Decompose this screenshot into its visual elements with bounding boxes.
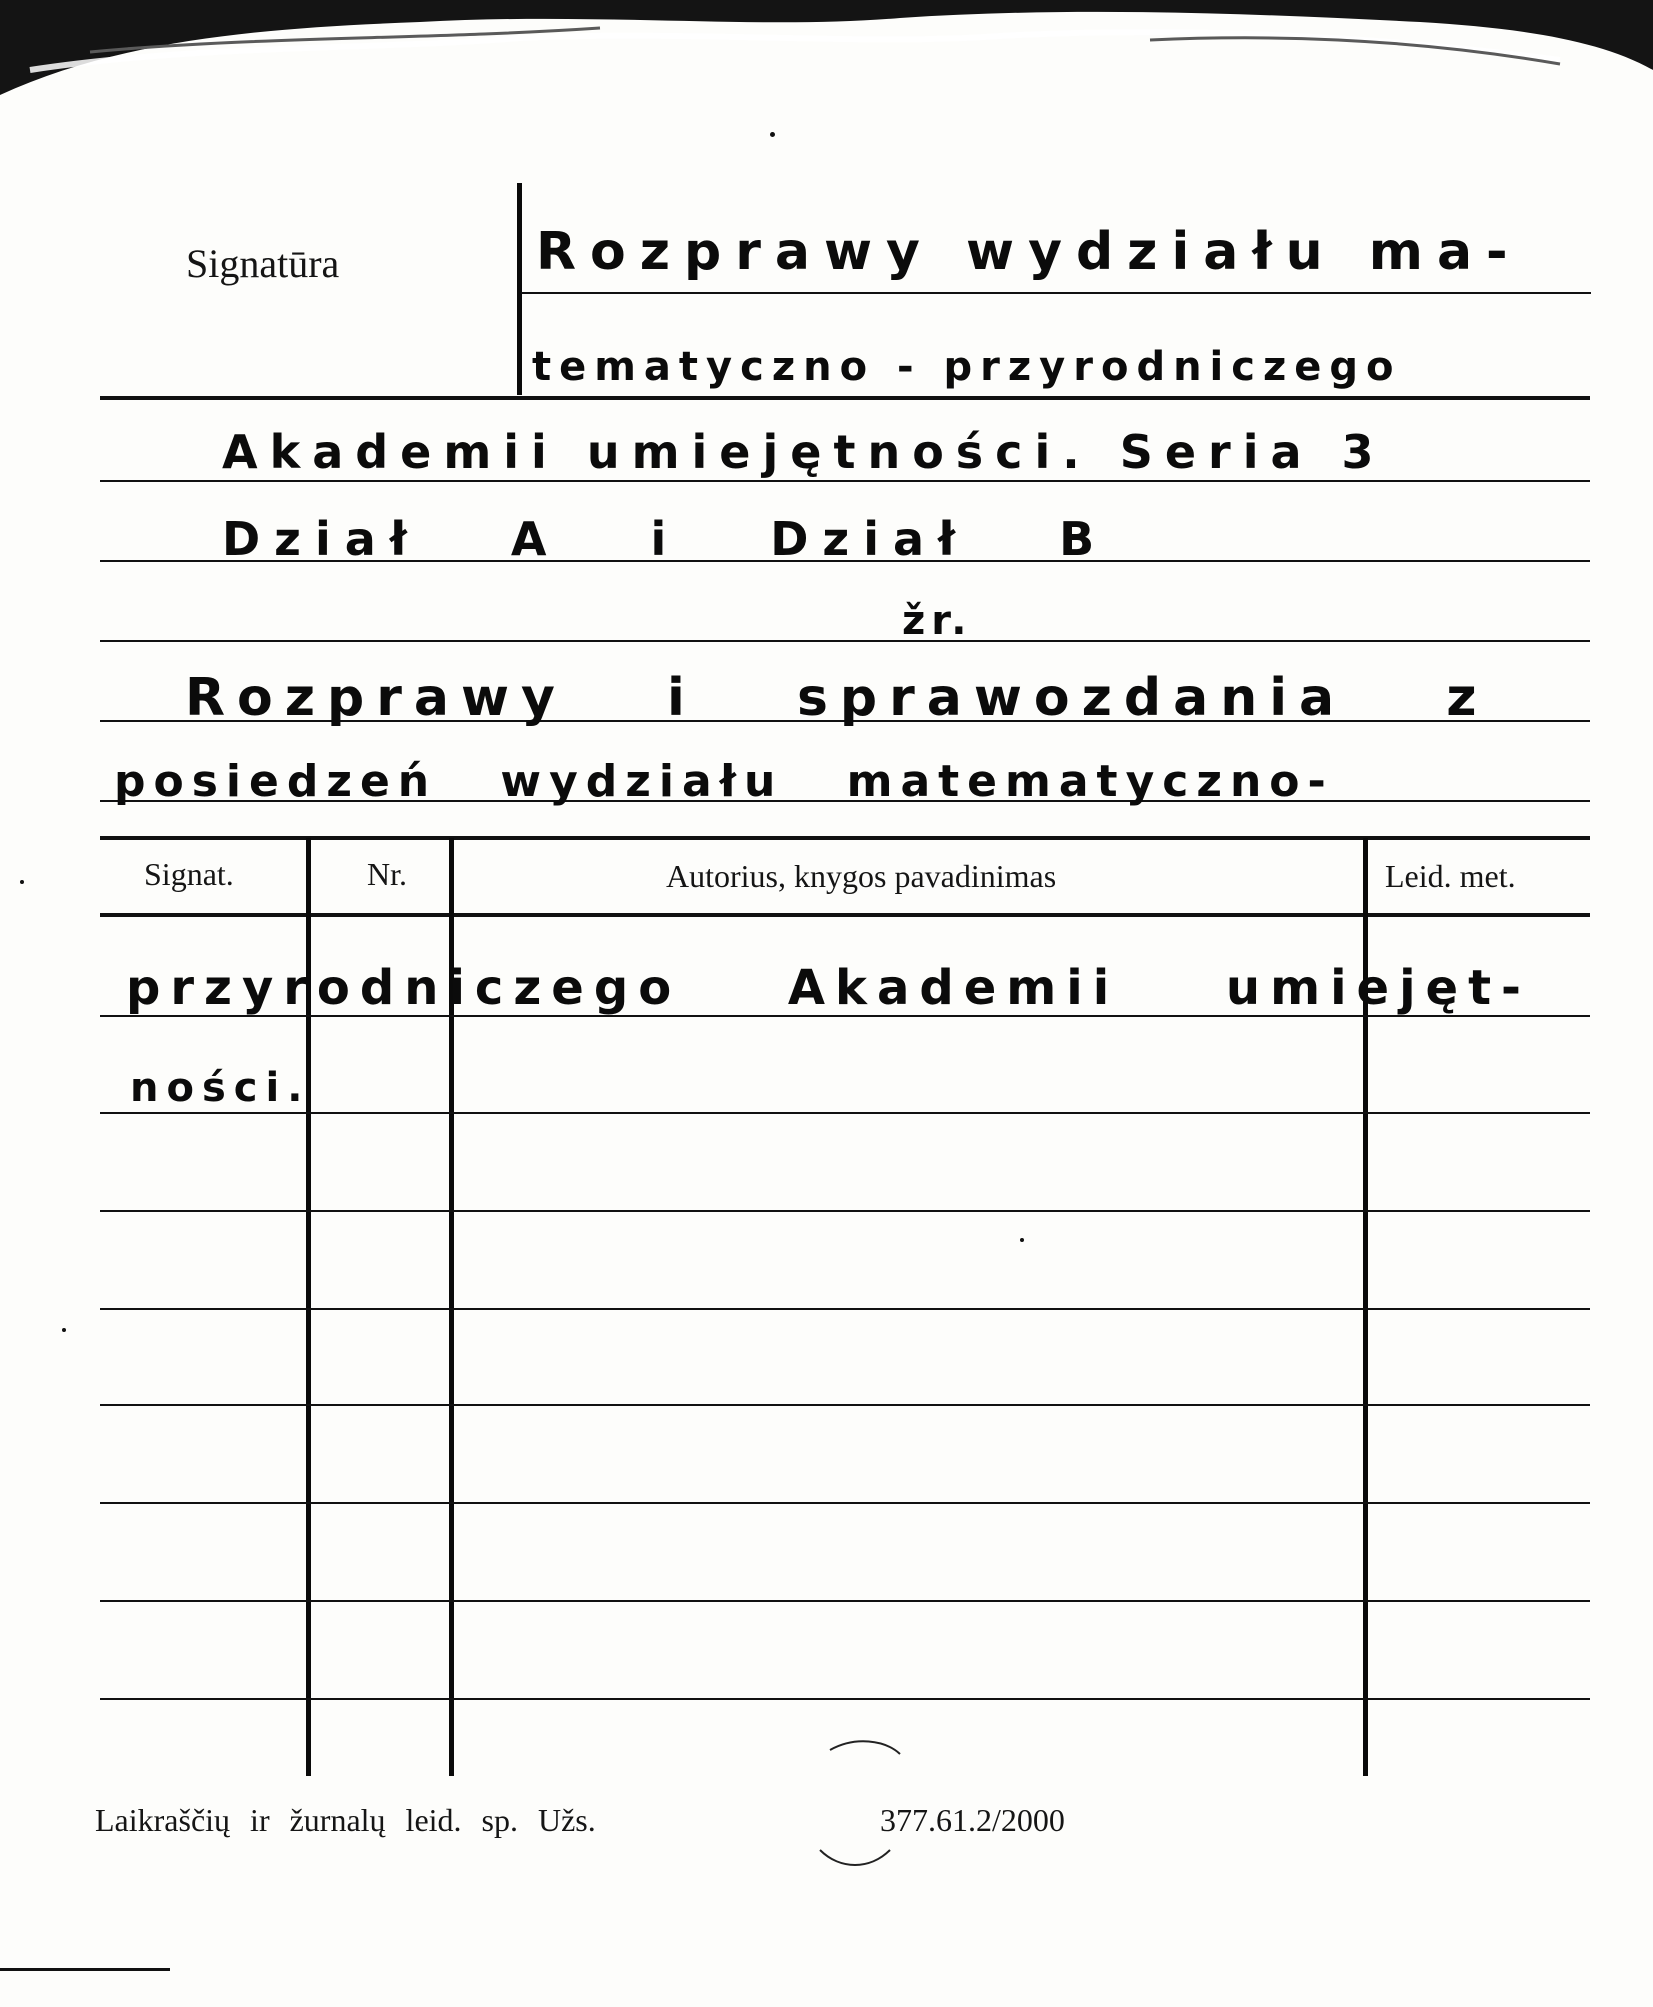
torn-top-edge [0,0,1653,120]
footer-right: 377.61.2/2000 [880,1802,1065,1838]
ruled-line [100,396,1590,400]
table-row-line [100,1308,1590,1310]
ruled-line [521,292,1591,294]
bottom-edge-line [0,1968,170,1971]
table-row-line [100,1112,1590,1114]
handwritten-line-8: przyrodniczego Akademii umiejęt- [126,960,1531,1016]
handwritten-line-4: Dział A i Dział B [222,512,1109,566]
handwritten-line-7: posiedzeń wydziału matematyczno- [114,756,1334,807]
handwritten-line-6: Rozprawy i sprawozdania z [185,668,1489,728]
header-nr: Nr. [367,856,407,892]
speck [20,880,24,884]
header-leid-met: Leid. met. [1385,858,1516,894]
handwritten-line-5: žr. [902,598,973,644]
speck [770,132,775,137]
speck [1020,1238,1024,1242]
signatura-divider [517,183,522,395]
footer-left: Laikraščių ir žurnalų leid. sp. Užs. [95,1802,596,1838]
table-row-line [100,1600,1590,1602]
table-row-line [100,1404,1590,1406]
handwritten-line-3: Akademii umiejętności. Seria 3 [222,425,1386,479]
punch-mark [780,1730,930,1880]
handwritten-line-9: ności. [130,1065,311,1111]
table-row-line [100,1698,1590,1700]
handwritten-line-2: tematyczno - przyrodniczego [532,344,1402,390]
ruled-line [100,640,1590,642]
ruled-line [100,480,1590,482]
table-row-line [100,1210,1590,1212]
header-autorius: Autorius, knygos pavadinimas [666,858,1057,894]
table-row-line [100,1502,1590,1504]
speck [62,1328,66,1332]
handwritten-line-1: Rozprawy wydziału ma- [536,222,1522,282]
header-signat: Signat. [144,856,234,892]
signatura-label: Signatūra [186,241,340,286]
